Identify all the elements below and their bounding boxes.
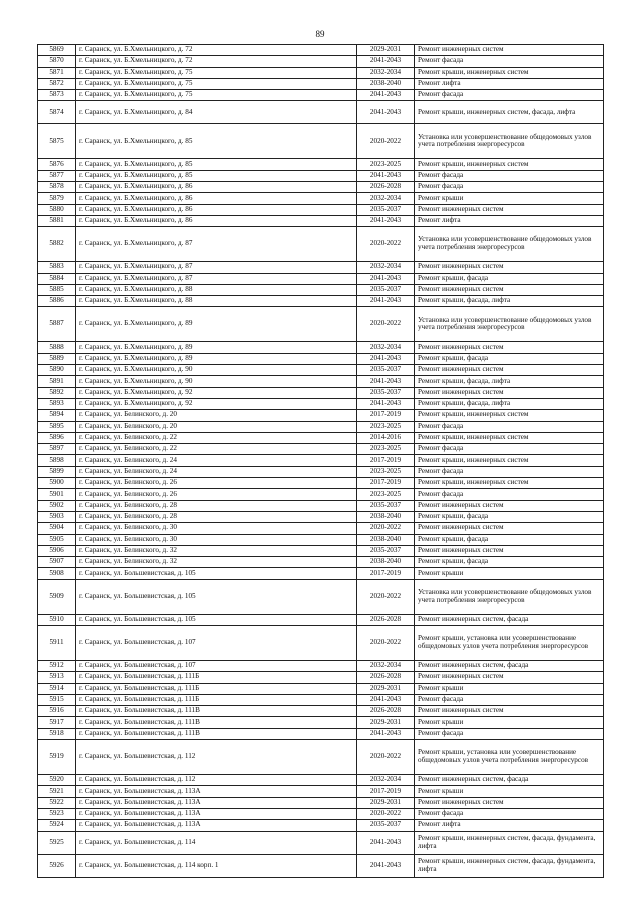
work-type-cell: Ремонт фасада [415, 694, 604, 705]
work-type-cell: Ремонт крыши, инженерных систем [415, 455, 604, 466]
period-cell: 2032-2034 [357, 775, 415, 786]
period-cell: 2023-2025 [357, 159, 415, 170]
address-cell: г. Саранск, ул. Б.Хмельницкого, д. 87 [76, 262, 357, 273]
work-type-cell: Ремонт крыши [415, 568, 604, 579]
work-type-cell: Ремонт инженерных систем [415, 342, 604, 353]
row-number-cell: 5924 [38, 820, 76, 831]
address-cell: г. Саранск, ул. Б.Хмельницкого, д. 90 [76, 376, 357, 387]
work-type-cell: Установка или усовершенствование общедомовых узлов учета потребления энергоресурсов [415, 307, 604, 342]
row-number-cell: 5878 [38, 182, 76, 193]
table-row [38, 227, 604, 262]
row-number-cell: 5872 [38, 78, 76, 89]
address-cell: г. Саранск, ул. Белинского, д. 20 [76, 410, 357, 421]
row-number-cell: 5885 [38, 284, 76, 295]
work-type-cell: Ремонт крыши, установка или усовершенствование общедомовых узлов учета потребления энергоресурсов [415, 740, 604, 775]
work-type-cell: Ремонт инженерных систем, фасада [415, 614, 604, 625]
table-row [38, 193, 604, 204]
row-number-cell: 5891 [38, 376, 76, 387]
address-cell: г. Саранск, ул. Большевистская, д. 113А [76, 797, 357, 808]
table-row [38, 56, 604, 67]
row-number-cell: 5904 [38, 523, 76, 534]
period-cell: 2023-2025 [357, 466, 415, 477]
table-row [38, 614, 604, 625]
table-row [38, 625, 604, 660]
address-cell: г. Саранск, ул. Б.Хмельницкого, д. 89 [76, 353, 357, 364]
table-row [38, 797, 604, 808]
table-row [38, 398, 604, 409]
row-number-cell: 5910 [38, 614, 76, 625]
period-cell: 2026-2028 [357, 672, 415, 683]
period-cell: 2017-2019 [357, 478, 415, 489]
period-cell: 2035-2037 [357, 284, 415, 295]
table-row [38, 489, 604, 500]
period-cell: 2032-2034 [357, 660, 415, 671]
address-cell: г. Саранск, ул. Б.Хмельницкого, д. 88 [76, 284, 357, 295]
work-type-cell: Ремонт фасада [415, 90, 604, 101]
table-body [38, 45, 604, 878]
table-row [38, 511, 604, 522]
row-number-cell: 5918 [38, 728, 76, 739]
work-type-cell: Ремонт крыши [415, 683, 604, 694]
address-cell: г. Саранск, ул. Белинского, д. 20 [76, 421, 357, 432]
row-number-cell: 5896 [38, 432, 76, 443]
table-row [38, 660, 604, 671]
row-number-cell: 5890 [38, 365, 76, 376]
address-cell: г. Саранск, ул. Белинского, д. 28 [76, 511, 357, 522]
period-cell: 2041-2043 [357, 831, 415, 854]
table-row [38, 124, 604, 159]
work-type-cell: Ремонт крыши, инженерных систем, фасада, лифта [415, 101, 604, 124]
work-type-cell: Ремонт инженерных систем [415, 672, 604, 683]
address-cell: г. Саранск, ул. Б.Хмельницкого, д. 75 [76, 78, 357, 89]
work-type-cell: Ремонт инженерных систем [415, 284, 604, 295]
period-cell: 2041-2043 [357, 215, 415, 226]
period-cell: 2038-2040 [357, 534, 415, 545]
work-type-cell: Ремонт фасада [415, 170, 604, 181]
address-cell: г. Саранск, ул. Большевистская, д. 111Б [76, 672, 357, 683]
work-type-cell: Ремонт инженерных систем [415, 387, 604, 398]
period-cell: 2035-2037 [357, 387, 415, 398]
row-number-cell: 5876 [38, 159, 76, 170]
work-type-cell: Ремонт инженерных систем [415, 500, 604, 511]
address-cell: г. Саранск, ул. Б.Хмельницкого, д. 89 [76, 307, 357, 342]
address-cell: г. Саранск, ул. Большевистская, д. 107 [76, 625, 357, 660]
table-row [38, 215, 604, 226]
address-cell: г. Саранск, ул. Белинского, д. 22 [76, 444, 357, 455]
period-cell: 2020-2022 [357, 579, 415, 614]
row-number-cell: 5877 [38, 170, 76, 181]
period-cell: 2020-2022 [357, 124, 415, 159]
address-cell: г. Саранск, ул. Большевистская, д. 112 [76, 775, 357, 786]
table-row [38, 706, 604, 717]
period-cell: 2041-2043 [357, 376, 415, 387]
address-cell: г. Саранск, ул. Большевистская, д. 105 [76, 568, 357, 579]
work-type-cell: Ремонт инженерных систем [415, 45, 604, 56]
work-type-cell: Ремонт фасада [415, 466, 604, 477]
row-number-cell: 5892 [38, 387, 76, 398]
table-row [38, 159, 604, 170]
row-number-cell: 5897 [38, 444, 76, 455]
period-cell: 2035-2037 [357, 545, 415, 556]
table-row [38, 410, 604, 421]
row-number-cell: 5881 [38, 215, 76, 226]
address-cell: г. Саранск, ул. Большевистская, д. 107 [76, 660, 357, 671]
row-number-cell: 5875 [38, 124, 76, 159]
table-row [38, 204, 604, 215]
work-type-cell: Ремонт инженерных систем [415, 797, 604, 808]
table-row [38, 78, 604, 89]
table-row [38, 365, 604, 376]
period-cell: 2041-2043 [357, 101, 415, 124]
period-cell: 2023-2025 [357, 489, 415, 500]
period-cell: 2029-2031 [357, 45, 415, 56]
address-cell: г. Саранск, ул. Б.Хмельницкого, д. 75 [76, 90, 357, 101]
period-cell: 2029-2031 [357, 797, 415, 808]
row-number-cell: 5884 [38, 273, 76, 284]
period-cell: 2032-2034 [357, 193, 415, 204]
work-type-cell: Ремонт крыши [415, 717, 604, 728]
work-type-cell: Ремонт крыши, инженерных систем [415, 478, 604, 489]
work-type-cell: Ремонт инженерных систем [415, 523, 604, 534]
address-cell: г. Саранск, ул. Б.Хмельницкого, д. 92 [76, 398, 357, 409]
table-row [38, 820, 604, 831]
period-cell: 2041-2043 [357, 728, 415, 739]
address-cell: г. Саранск, ул. Большевистская, д. 111В [76, 728, 357, 739]
work-type-cell: Ремонт крыши, фасада [415, 353, 604, 364]
period-cell: 2035-2037 [357, 820, 415, 831]
work-type-cell: Ремонт инженерных систем [415, 545, 604, 556]
work-type-cell: Ремонт фасада [415, 421, 604, 432]
work-type-cell: Ремонт фасада [415, 56, 604, 67]
work-type-cell: Ремонт инженерных систем, фасада [415, 775, 604, 786]
period-cell: 2041-2043 [357, 56, 415, 67]
address-cell: г. Саранск, ул. Б.Хмельницкого, д. 92 [76, 387, 357, 398]
period-cell: 2041-2043 [357, 90, 415, 101]
table-row [38, 728, 604, 739]
table-row [38, 353, 604, 364]
period-cell: 2029-2031 [357, 683, 415, 694]
row-number-cell: 5880 [38, 204, 76, 215]
table-row [38, 284, 604, 295]
table-row [38, 831, 604, 854]
row-number-cell: 5888 [38, 342, 76, 353]
row-number-cell: 5913 [38, 672, 76, 683]
work-type-cell: Ремонт крыши, фасада [415, 534, 604, 545]
table-row [38, 296, 604, 307]
work-type-cell: Ремонт лифта [415, 820, 604, 831]
address-cell: г. Саранск, ул. Б.Хмельницкого, д. 88 [76, 296, 357, 307]
table-row [38, 376, 604, 387]
work-type-cell: Ремонт крыши, фасада, лифта [415, 376, 604, 387]
address-cell: г. Саранск, ул. Б.Хмельницкого, д. 85 [76, 124, 357, 159]
address-cell: г. Саранск, ул. Большевистская, д. 111В [76, 706, 357, 717]
address-cell: г. Саранск, ул. Б.Хмельницкого, д. 85 [76, 170, 357, 181]
row-number-cell: 5921 [38, 786, 76, 797]
table-row [38, 557, 604, 568]
address-cell: г. Саранск, ул. Большевистская, д. 111Б [76, 683, 357, 694]
table-row [38, 67, 604, 78]
table-row [38, 45, 604, 56]
table-row [38, 579, 604, 614]
work-type-cell: Ремонт инженерных систем [415, 204, 604, 215]
period-cell: 2020-2022 [357, 523, 415, 534]
work-type-cell: Ремонт лифта [415, 215, 604, 226]
row-number-cell: 5871 [38, 67, 76, 78]
work-type-cell: Ремонт фасада [415, 444, 604, 455]
row-number-cell: 5882 [38, 227, 76, 262]
address-cell: г. Саранск, ул. Белинского, д. 22 [76, 432, 357, 443]
address-cell: г. Саранск, ул. Белинского, д. 32 [76, 545, 357, 556]
work-type-cell: Установка или усовершенствование общедомовых узлов учета потребления энергоресурсов [415, 579, 604, 614]
address-cell: г. Саранск, ул. Б.Хмельницкого, д. 86 [76, 215, 357, 226]
address-cell: г. Саранск, ул. Белинского, д. 32 [76, 557, 357, 568]
row-number-cell: 5902 [38, 500, 76, 511]
address-cell: г. Саранск, ул. Большевистская, д. 105 [76, 614, 357, 625]
row-number-cell: 5916 [38, 706, 76, 717]
work-type-cell: Ремонт крыши, инженерных систем [415, 67, 604, 78]
row-number-cell: 5906 [38, 545, 76, 556]
table-row [38, 101, 604, 124]
row-number-cell: 5917 [38, 717, 76, 728]
address-cell: г. Саранск, ул. Б.Хмельницкого, д. 85 [76, 159, 357, 170]
table-row [38, 182, 604, 193]
work-type-cell: Установка или усовершенствование общедомовых узлов учета потребления энергоресурсов [415, 124, 604, 159]
address-cell: г. Саранск, ул. Б.Хмельницкого, д. 86 [76, 193, 357, 204]
period-cell: 2020-2022 [357, 808, 415, 819]
table-row [38, 694, 604, 705]
row-number-cell: 5874 [38, 101, 76, 124]
row-number-cell: 5912 [38, 660, 76, 671]
table-row [38, 170, 604, 181]
period-cell: 2023-2025 [357, 444, 415, 455]
period-cell: 2032-2034 [357, 342, 415, 353]
row-number-cell: 5903 [38, 511, 76, 522]
work-type-cell: Ремонт крыши, фасада, лифта [415, 296, 604, 307]
table-row [38, 523, 604, 534]
address-cell: г. Саранск, ул. Большевистская, д. 113А [76, 820, 357, 831]
work-type-cell: Ремонт крыши, инженерных систем [415, 410, 604, 421]
period-cell: 2017-2019 [357, 786, 415, 797]
work-type-cell: Ремонт крыши, установка или усовершенствование общедомовых узлов учета потребления энергоресурсов [415, 625, 604, 660]
work-type-cell: Ремонт крыши, инженерных систем [415, 159, 604, 170]
address-cell: г. Саранск, ул. Белинского, д. 24 [76, 455, 357, 466]
period-cell: 2041-2043 [357, 296, 415, 307]
work-type-cell: Ремонт крыши [415, 786, 604, 797]
work-type-cell: Ремонт крыши, фасада [415, 557, 604, 568]
table-row [38, 568, 604, 579]
address-cell: г. Саранск, ул. Белинского, д. 28 [76, 500, 357, 511]
period-cell: 2017-2019 [357, 568, 415, 579]
row-number-cell: 5887 [38, 307, 76, 342]
address-cell: г. Саранск, ул. Белинского, д. 30 [76, 534, 357, 545]
address-cell: г. Саранск, ул. Большевистская, д. 105 [76, 579, 357, 614]
period-cell: 2038-2040 [357, 511, 415, 522]
address-cell: г. Саранск, ул. Большевистская, д. 113А [76, 808, 357, 819]
work-type-cell: Ремонт фасада [415, 808, 604, 819]
table-row [38, 444, 604, 455]
address-cell: г. Саранск, ул. Б.Хмельницкого, д. 84 [76, 101, 357, 124]
row-number-cell: 5919 [38, 740, 76, 775]
table-row [38, 466, 604, 477]
row-number-cell: 5914 [38, 683, 76, 694]
address-cell: г. Саранск, ул. Большевистская, д. 111В [76, 717, 357, 728]
work-type-cell: Ремонт крыши, инженерных систем, фасада, фундамента, лифта [415, 854, 604, 877]
table-row [38, 775, 604, 786]
address-cell: г. Саранск, ул. Б.Хмельницкого, д. 87 [76, 227, 357, 262]
row-number-cell: 5873 [38, 90, 76, 101]
work-type-cell: Ремонт фасада [415, 182, 604, 193]
table-row [38, 387, 604, 398]
row-number-cell: 5908 [38, 568, 76, 579]
address-cell: г. Саранск, ул. Б.Хмельницкого, д. 87 [76, 273, 357, 284]
address-cell: г. Саранск, ул. Большевистская, д. 112 [76, 740, 357, 775]
work-type-cell: Ремонт фасада [415, 728, 604, 739]
row-number-cell: 5905 [38, 534, 76, 545]
row-number-cell: 5886 [38, 296, 76, 307]
table-row [38, 500, 604, 511]
period-cell: 2020-2022 [357, 625, 415, 660]
period-cell: 2020-2022 [357, 740, 415, 775]
table-row [38, 545, 604, 556]
period-cell: 2029-2031 [357, 717, 415, 728]
work-type-cell: Ремонт крыши [415, 193, 604, 204]
row-number-cell: 5893 [38, 398, 76, 409]
period-cell: 2038-2040 [357, 78, 415, 89]
address-cell: г. Саранск, ул. Б.Хмельницкого, д. 90 [76, 365, 357, 376]
table-row [38, 307, 604, 342]
table-row [38, 342, 604, 353]
work-type-cell: Ремонт крыши, фасада [415, 511, 604, 522]
address-cell: г. Саранск, ул. Белинского, д. 30 [76, 523, 357, 534]
row-number-cell: 5894 [38, 410, 76, 421]
table-row [38, 90, 604, 101]
row-number-cell: 5911 [38, 625, 76, 660]
table-row [38, 455, 604, 466]
row-number-cell: 5909 [38, 579, 76, 614]
period-cell: 2032-2034 [357, 67, 415, 78]
row-number-cell: 5922 [38, 797, 76, 808]
table-row [38, 421, 604, 432]
row-number-cell: 5895 [38, 421, 76, 432]
period-cell: 2035-2037 [357, 365, 415, 376]
table-row [38, 740, 604, 775]
row-number-cell: 5889 [38, 353, 76, 364]
address-cell: г. Саранск, ул. Б.Хмельницкого, д. 72 [76, 45, 357, 56]
row-number-cell: 5869 [38, 45, 76, 56]
period-cell: 2023-2025 [357, 421, 415, 432]
period-cell: 2026-2028 [357, 706, 415, 717]
period-cell: 2035-2037 [357, 500, 415, 511]
address-cell: г. Саранск, ул. Белинского, д. 26 [76, 478, 357, 489]
period-cell: 2041-2043 [357, 353, 415, 364]
period-cell: 2026-2028 [357, 182, 415, 193]
work-type-cell: Ремонт инженерных систем, фасада [415, 660, 604, 671]
address-cell: г. Саранск, ул. Б.Хмельницкого, д. 72 [76, 56, 357, 67]
row-number-cell: 5925 [38, 831, 76, 854]
period-cell: 2041-2043 [357, 854, 415, 877]
row-number-cell: 5870 [38, 56, 76, 67]
table-row [38, 808, 604, 819]
period-cell: 2041-2043 [357, 398, 415, 409]
row-number-cell: 5900 [38, 478, 76, 489]
row-number-cell: 5898 [38, 455, 76, 466]
table-row [38, 432, 604, 443]
row-number-cell: 5926 [38, 854, 76, 877]
address-cell: г. Саранск, ул. Большевистская, д. 114 корп. 1 [76, 854, 357, 877]
period-cell: 2035-2037 [357, 204, 415, 215]
work-type-cell: Ремонт крыши, фасада [415, 273, 604, 284]
period-cell: 2026-2028 [357, 614, 415, 625]
address-cell: г. Саранск, ул. Белинского, д. 24 [76, 466, 357, 477]
row-number-cell: 5920 [38, 775, 76, 786]
work-type-cell: Ремонт лифта [415, 78, 604, 89]
address-cell: г. Саранск, ул. Б.Хмельницкого, д. 86 [76, 204, 357, 215]
period-cell: 2020-2022 [357, 227, 415, 262]
address-cell: г. Саранск, ул. Большевистская, д. 113А [76, 786, 357, 797]
address-cell: г. Саранск, ул. Белинского, д. 26 [76, 489, 357, 500]
work-type-cell: Ремонт крыши, инженерных систем [415, 432, 604, 443]
table-row [38, 478, 604, 489]
table-row [38, 683, 604, 694]
table-row [38, 534, 604, 545]
repair-schedule-table [37, 44, 604, 878]
table-row [38, 262, 604, 273]
table-row [38, 672, 604, 683]
address-cell: г. Саранск, ул. Б.Хмельницкого, д. 89 [76, 342, 357, 353]
period-cell: 2014-2016 [357, 432, 415, 443]
row-number-cell: 5899 [38, 466, 76, 477]
table-row [38, 854, 604, 877]
period-cell: 2038-2040 [357, 557, 415, 568]
period-cell: 2020-2022 [357, 307, 415, 342]
period-cell: 2017-2019 [357, 410, 415, 421]
row-number-cell: 5915 [38, 694, 76, 705]
row-number-cell: 5923 [38, 808, 76, 819]
table-row [38, 717, 604, 728]
row-number-cell: 5901 [38, 489, 76, 500]
address-cell: г. Саранск, ул. Б.Хмельницкого, д. 75 [76, 67, 357, 78]
table-row [38, 786, 604, 797]
period-cell: 2017-2019 [357, 455, 415, 466]
address-cell: г. Саранск, ул. Б.Хмельницкого, д. 86 [76, 182, 357, 193]
work-type-cell: Ремонт инженерных систем [415, 706, 604, 717]
work-type-cell: Ремонт крыши, фасада, лифта [415, 398, 604, 409]
period-cell: 2032-2034 [357, 262, 415, 273]
row-number-cell: 5883 [38, 262, 76, 273]
period-cell: 2041-2043 [357, 694, 415, 705]
work-type-cell: Ремонт инженерных систем [415, 262, 604, 273]
address-cell: г. Саранск, ул. Большевистская, д. 111Б [76, 694, 357, 705]
period-cell: 2041-2043 [357, 273, 415, 284]
work-type-cell: Ремонт крыши, инженерных систем, фасада, фундамента, лифта [415, 831, 604, 854]
table-row [38, 273, 604, 284]
work-type-cell: Ремонт инженерных систем [415, 365, 604, 376]
period-cell: 2041-2043 [357, 170, 415, 181]
address-cell: г. Саранск, ул. Большевистская, д. 114 [76, 831, 357, 854]
row-number-cell: 5879 [38, 193, 76, 204]
row-number-cell: 5907 [38, 557, 76, 568]
page-number: 89 [315, 29, 325, 39]
work-type-cell: Ремонт фасада [415, 489, 604, 500]
work-type-cell: Установка или усовершенствование общедомовых узлов учета потребления энергоресурсов [415, 227, 604, 262]
